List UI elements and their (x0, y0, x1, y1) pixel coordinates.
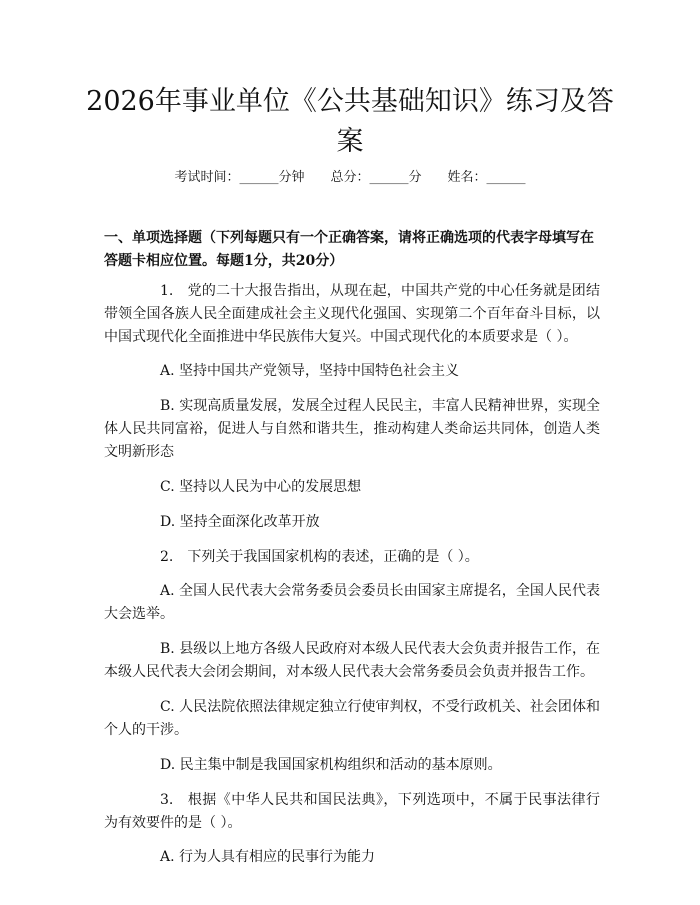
question-2-option-c: C. 人民法院依照法律规定独立行使审判权，不受行政机关、社会团体和个人的干涉。 (104, 699, 600, 738)
exam-time-blank: ______ (239, 170, 279, 185)
question-list (104, 280, 600, 881)
question-text: 根据《中华人民共和国民法典》，下列选项中，不属于民事法律行为有效要件的是（ ）。 (104, 792, 600, 831)
question-1-option-b: B. 实现高质量发展，发展全过程人民民主，丰富人民精神世界，实现全体人民共同富裕，促进人与自然和谐共生，推动构建人类命运共同体，创造人类文明新形态 (104, 398, 600, 460)
question-1-option-d: D. 坚持全面深化改革开放 (160, 514, 320, 530)
exam-time-label: 考试时间： (174, 170, 240, 185)
question-number: 3. (160, 792, 174, 808)
exam-time-unit: 分钟 (278, 170, 305, 185)
question-2 (104, 546, 600, 569)
question-number: 2. (160, 549, 174, 565)
question-3 (104, 789, 600, 835)
exam-name-blank: ______ (486, 170, 526, 185)
exam-score-unit: 分 (408, 170, 422, 185)
question-2-option-d: D. 民主集中制是我国国家机构组织和活动的基本原则。 (160, 757, 502, 773)
question-number: 1. (160, 283, 174, 299)
exam-score-blank: ______ (369, 170, 409, 185)
exam-name-label: 姓名： (447, 170, 487, 185)
exam-score-label: 总分： (330, 170, 370, 185)
question-2-option-a: A. 全国人民代表大会常务委员会委员长由国家主席提名，全国人民代表大会选举。 (104, 583, 600, 622)
exam-info (0, 168, 700, 188)
question-text: 下列关于我国国家机构的表述，正确的是（ ）。 (187, 549, 479, 565)
section-heading: 一、单项选择题（下列每题只有一个正确答案，请将正确选项的代表字母填写在答题卡相应位置。每题1分，共20分） (104, 230, 594, 269)
question-3-option-a: A. 行为人具有相应的民事行为能力 (160, 849, 376, 865)
question-1 (104, 280, 600, 349)
question-1-option-c: C. 坚持以人民为中心的发展思想 (160, 479, 362, 495)
question-2-option-b: B. 县级以上地方各级人民政府对本级人民代表大会负责并报告工作，在本级人民代表大会闭会期间，对本级人民代表大会常务委员会负责并报告工作。 (104, 641, 600, 680)
question-1-option-a: A. 坚持中国共产党领导，坚持中国特色社会主义 (160, 363, 460, 379)
question-text: 党的二十大报告指出，从现在起，中国共产党的中心任务就是团结带领全国各族人民全面建成社会主义现代化强国、实现第二个百年奋斗目标，以中国式现代化全面推进中华民族伟大复兴。中国式现代化的本质要求是（ ）。 (104, 283, 600, 345)
page-title: 2026年事业单位《公共基础知识》练习及答案 (86, 86, 614, 157)
